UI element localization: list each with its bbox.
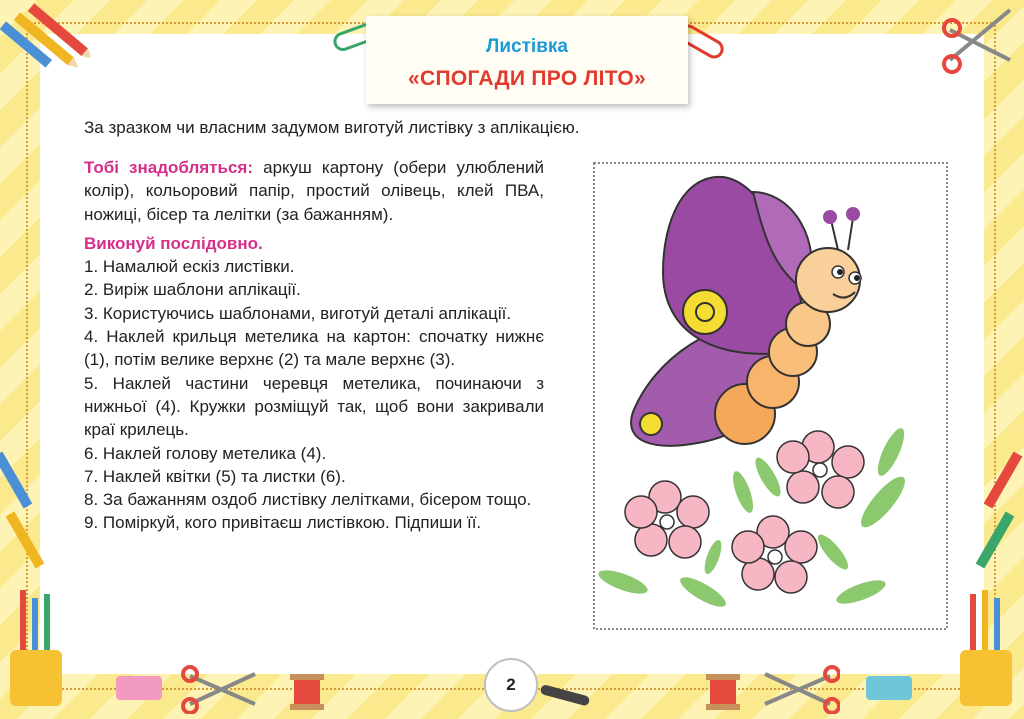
steps-heading: Виконуй послідовно. [84,233,263,253]
eraser-icon [860,668,920,708]
step-item: 5. Наклей частини черевця метелика, починаючи з нижньої (4). Кружки розміщуй так, щоб вони закривали краї крилець. [84,373,544,440]
intro-text: За зразком чи власним задумом виготуй листівку з аплікацією. [84,118,580,137]
title-line-2: «СПОГАДИ ПРО ЛІТО» [408,67,646,90]
pencil-icon [0,0,90,90]
title-line-1: Листівка [486,36,568,57]
scissors-icon [940,0,1024,80]
title-card [366,16,688,104]
thread-spool-icon [282,668,332,714]
paint-jar-icon [952,590,1022,710]
scissors-icon [180,664,260,714]
instructions-column [84,156,544,535]
materials-paragraph [84,156,544,226]
paint-jar-icon [2,590,72,710]
postcard-illustration [593,162,948,630]
step-item: 2. Виріж шаблони аплікації. [84,280,301,300]
step-item: 3. Користуючись шаблонами, виготуй деталі аплікації. [84,303,512,323]
materials-text: аркуш картону (обери улюблений колір), кольоровий папір, простий олівець, клей ПВА, ножиці, бісер та лелітки (за бажанням). [84,158,544,224]
scissors-icon [760,664,840,714]
magnifier-icon [534,676,594,716]
step-item: 4. Наклей крильця метелика на картон: спочатку нижнє (1), потім велике верхнє (2) та мале верхнє (3). [84,327,544,370]
page-number: 2 [484,658,538,712]
step-item: 8. За бажанням оздоб листівку лелітками, бісером тощо. [84,490,532,510]
pencil-icon [0,440,50,590]
step-item: 1. Намалюй ескіз листівки. [84,257,295,277]
thread-spool-icon [698,668,748,714]
step-item: 7. Наклей квітки (5) та листки (6). [84,466,346,486]
eraser-icon [110,668,170,708]
step-item: 9. Поміркуй, кого привітаєш листівкою. Підпиши її. [84,513,482,533]
pencil-icon [972,440,1024,590]
materials-label: Тобі знадобляться: [84,158,253,177]
step-item: 6. Наклей голову метелика (4). [84,443,327,463]
